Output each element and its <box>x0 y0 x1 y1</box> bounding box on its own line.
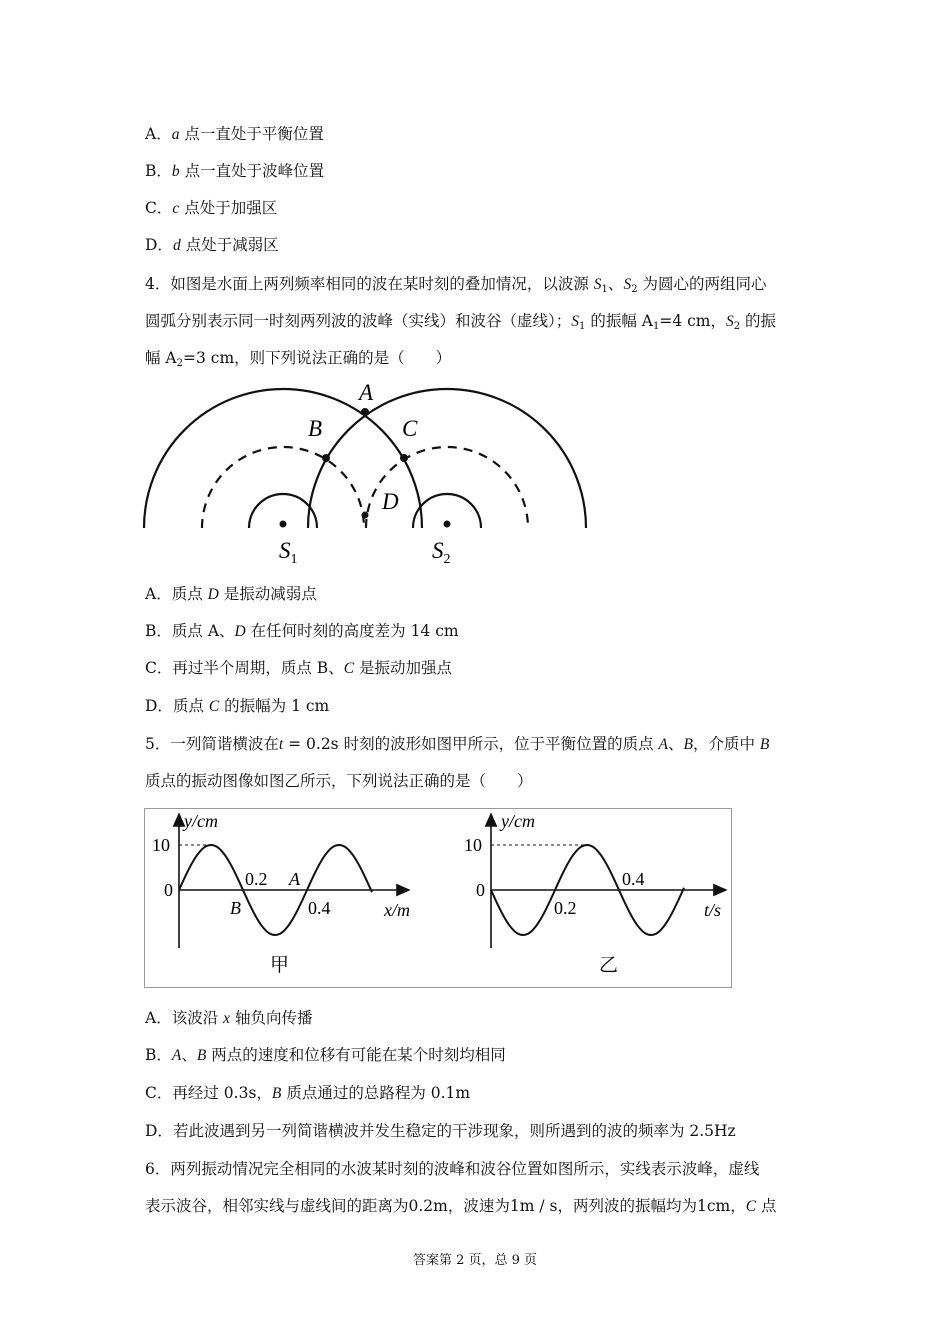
label-d: D <box>382 489 399 514</box>
q5-figures <box>144 808 732 988</box>
point-a-dot <box>361 408 369 416</box>
label-a: A <box>359 380 374 405</box>
q3-option-c: C．c 点处于加强区 <box>145 199 278 217</box>
q4-option-c: C．再过半个周期，质点 B、C 是振动加强点 <box>145 659 452 677</box>
svg-text:y/cm: y/cm <box>501 811 535 831</box>
page-footer: 答案第 2 页，总 9 页 <box>412 1253 538 1268</box>
q5-stem-line2: 质点的振动图像如图乙所示，下列说法正确的是（ ） <box>145 772 533 790</box>
source-s1-dot <box>280 521 287 528</box>
q3-option-b: B．b 点一直处于波峰位置 <box>145 162 325 180</box>
q5-option-a: A．该波沿 x 轴负向传播 <box>145 1009 313 1027</box>
q3-option-a: A．a 点一直处于平衡位置 <box>145 125 324 143</box>
label-s2: $S_2$ <box>432 538 451 567</box>
q4-option-d: D．质点 C 的振幅为 1 cm <box>145 697 330 715</box>
q4-stem-line1: 4．如图是水面上两列频率相同的波在某时刻的叠加情况，以波源 $S_1$、$S_2$ 为圆心的两组同心 <box>145 275 767 295</box>
svg-text:0: 0 <box>164 880 173 900</box>
svg-text:0: 0 <box>476 880 485 900</box>
label-c: C <box>402 416 418 441</box>
point-b-dot <box>322 454 330 462</box>
q6-stem-line2: 表示波谷，相邻实线与虚线间的距离为0.2m，波速为1m / s，两列波的振幅均为1cm，C 点 <box>145 1197 777 1215</box>
svg-text:0.2: 0.2 <box>245 869 268 889</box>
svg-text:乙: 乙 <box>599 955 619 976</box>
label-b: B <box>308 416 323 441</box>
svg-text:0.2: 0.2 <box>554 898 577 918</box>
svg-text:10: 10 <box>152 835 170 855</box>
svg-text:甲: 甲 <box>270 955 290 976</box>
q4-option-b: B．质点 A、D 在任何时刻的高度差为 14 cm <box>145 622 459 640</box>
point-d-dot <box>362 512 369 519</box>
label-s1: $S_1$ <box>279 538 298 567</box>
q4-stem-line2: 圆弧分别表示同一时刻两列波的波峰（实线）和波谷（虚线）；$S_1$ 的振幅 $A_1=4$ cm，$S_2$ 的振 <box>145 312 777 332</box>
q6-stem-line1: 6．两列振动情况完全相同的水波某时刻的波峰和波谷位置如图所示，实线表示波峰，虚线 <box>145 1160 760 1178</box>
point-c-dot <box>400 454 408 462</box>
s1-trough-arc <box>202 447 364 528</box>
q5-option-d: D．若此波遇到另一列简谐横波并发生稳定的干涉现象，则所遇到的波的频率为 2.5Hz <box>145 1122 736 1140</box>
q3-option-d: D．d 点处于减弱区 <box>145 236 279 254</box>
source-s2-dot <box>444 521 451 528</box>
q4-option-a: A．质点 D 是振动减弱点 <box>145 585 317 603</box>
svg-text:0.4: 0.4 <box>622 869 645 889</box>
svg-text:A: A <box>289 869 300 889</box>
s2-large-crest-arc <box>308 389 586 528</box>
svg-text:0.4: 0.4 <box>308 898 331 918</box>
svg-text:t/s: t/s <box>704 900 722 920</box>
svg-text:x/m: x/m <box>384 900 410 920</box>
s2-trough-arc <box>366 447 528 528</box>
graph-yi <box>491 814 726 948</box>
q5-option-b: B．A、B 两点的速度和位移有可能在某个时刻均相同 <box>145 1046 506 1064</box>
q5-option-c: C．再经过 0.3s，B 质点通过的总路程为 0.1m <box>145 1084 471 1102</box>
q4-interference-figure <box>140 375 600 570</box>
s1-large-crest-arc <box>144 389 422 528</box>
svg-text:B: B <box>230 898 241 918</box>
q4-stem-line3: 幅 $A_2=3$ cm，则下列说法正确的是（ ） <box>145 349 452 369</box>
q5-stem-line1: 5．一列简谐横波在t = 0.2s 时刻的波形如图甲所示，位于平衡位置的质点 A、B，介质中 B <box>145 735 770 753</box>
svg-text:10: 10 <box>464 835 482 855</box>
svg-text:y/cm: y/cm <box>184 811 218 831</box>
